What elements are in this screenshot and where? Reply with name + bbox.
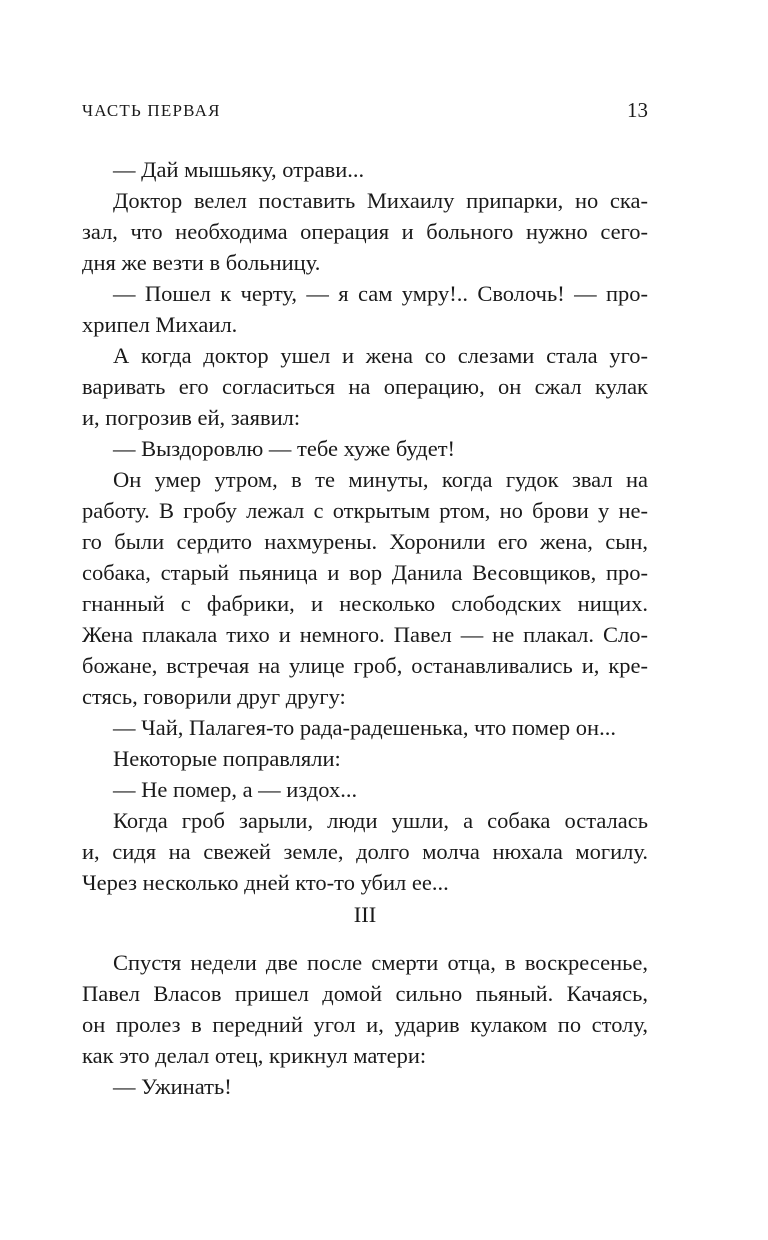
text-line: — Ужинать! (113, 1074, 232, 1099)
text-line: гнанный с фабрики, и несколько слободских нищих. (82, 591, 648, 616)
text-line: хрипел Михаил. (82, 312, 238, 337)
text-line: Некоторые поправляли: (113, 746, 341, 771)
text-line: Жена плакала тихо и немного. Павел — не плакал. Сло- (82, 622, 648, 647)
text-line: божане, встречая на улице гроб, останавливались и, кре- (82, 653, 648, 678)
chapter-heading: III (353, 902, 377, 927)
text-line: стясь, говорили друг другу: (82, 684, 346, 709)
text-line: как это делал отец, крикнул матери: (82, 1043, 427, 1068)
text-line: собака, старый пьяница и вор Данила Весовщиков, про- (82, 560, 648, 585)
text-line: и, погрозив ей, заявил: (82, 405, 301, 430)
running-head: ЧАСТЬ ПЕРВАЯ (82, 101, 221, 120)
text-line: Павел Власов пришел домой сильно пьяный. Качаясь, (82, 981, 648, 1006)
text-line: А когда доктор ушел и жена со слезами стала уго- (113, 343, 648, 368)
text-line: он пролез в передний угол и, ударив кулаком по столу, (82, 1012, 648, 1037)
text-line: го были сердито нахмурены. Хоронили его жена, сын, (82, 529, 648, 554)
body-text-chapter-3 (82, 947, 648, 1102)
text-line: дня же везти в больницу. (82, 250, 321, 275)
page-number: 13 (627, 98, 648, 122)
text-line: — Пошел к черту, — я сам умру!.. Сволочь! — про- (113, 281, 648, 306)
text-line: Спустя недели две после смерти отца, в воскресенье, (113, 950, 648, 975)
book-page (82, 0, 648, 1240)
text-line: — Не помер, а — издох... (113, 777, 358, 802)
text-line: Доктор велел поставить Михаилу припарки, но ска- (113, 188, 648, 213)
text-line: работу. В гробу лежал с открытым ртом, но брови у не- (82, 498, 648, 523)
text-line: зал, что необходима операция и больного нужно сего- (82, 219, 648, 244)
page-header (82, 98, 648, 128)
text-line: — Дай мышьяку, отрави... (113, 157, 365, 182)
text-line: Через несколько дней кто-то убил ее... (82, 870, 449, 895)
text-line: Он умер утром, в те минуты, когда гудок звал на (113, 467, 648, 492)
text-line: варивать его согласиться на операцию, он сжал кулак (82, 374, 648, 399)
text-line: Когда гроб зарыли, люди ушли, а собака осталась (113, 808, 648, 833)
text-line: — Выздоровлю — тебе хуже будет! (113, 436, 456, 461)
text-line: и, сидя на свежей земле, долго молча нюхала могилу. (82, 839, 648, 864)
body-text (82, 154, 648, 898)
text-line: — Чай, Палагея-то рада-радешенька, что помер он... (113, 715, 616, 740)
